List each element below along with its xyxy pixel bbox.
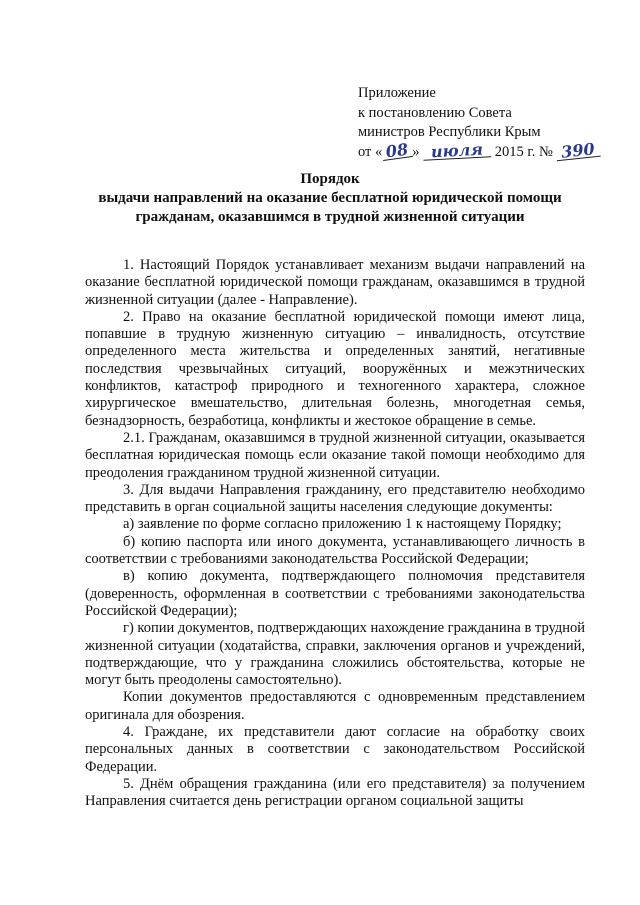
handwritten-month: июля bbox=[423, 141, 492, 161]
appendix-label: Приложение bbox=[358, 85, 436, 101]
handwritten-doc-number: 390 bbox=[556, 140, 601, 161]
list-item-v: в) копию документа, подтверждающего полномочия представителя (доверенность, оформленная в соответствии с требованиями законодательства Российской Федерации); bbox=[85, 568, 585, 619]
document-body bbox=[85, 257, 585, 811]
paragraph-5: 5. Днём обращения гражданина (или его представителя) за получением Направления считается день регистрации органом социальной защиты bbox=[85, 775, 585, 810]
document-title bbox=[70, 170, 590, 227]
paragraph-2: 2. Право на оказание бесплатной юридической помощи имеют лица, попавшие в трудную жизненную ситуацию – инвалидность, отсутствие определенного места жительства и определенных занятий, негативные последствия чрезвычайных ситуаций, вооружённых и межэтнических конфликтов, катастроф природного и техногенного характера, сложное хирургическое вмешательство, длительная болезнь, многодетная семья, безнадзорность, безработица, конфликты и жестокое обращение в семье. bbox=[85, 308, 585, 429]
title-line-2: выдачи направлений на оказание бесплатной юридической помощи bbox=[98, 190, 562, 206]
paragraph-3: 3. Для выдачи Направления гражданину, его представителю необходимо представить в орган социальной защиты населения следующие документы: bbox=[85, 481, 585, 516]
appendix-ref: к постановлению Совета bbox=[358, 104, 512, 121]
title-line-1: Порядок bbox=[300, 171, 360, 187]
appendix-issuer: министров Республики Крым bbox=[358, 124, 541, 140]
handwritten-day: 08 bbox=[381, 140, 413, 160]
list-item-g: г) копии документов, подтверждающих нахождение гражданина в трудной жизненной ситуации (ходатайства, справки, заключения органов и учреждений, подтверждающие, что у гражданина сложились обстоятельства, которые не могут быть преодолены самостоятельно). bbox=[85, 620, 585, 689]
appendix-date-line bbox=[358, 138, 600, 163]
title-line-3: гражданам, оказавшимся в трудной жизненной ситуации bbox=[135, 209, 525, 225]
list-item-b: б) копию паспорта или иного документа, устанавливающего личность в соответствии с требованиями законодательства Российской Федерации; bbox=[85, 533, 585, 568]
date-year: 2015 г. № bbox=[494, 143, 553, 160]
paragraph-1: 1. Настоящий Порядок устанавливает механизм выдачи направлений на оказание бесплатной юридической помощи гражданам, оказавшимся в трудной жизненной ситуации (далее - Направление). bbox=[85, 257, 585, 308]
copies-note: Копии документов предоставляются с одновременным представлением оригинала для обозрения. bbox=[85, 689, 585, 723]
date-prefix: от « bbox=[358, 143, 383, 160]
date-quote-close: » bbox=[412, 143, 420, 160]
paragraph-2-1: 2.1. Гражданам, оказавшимся в трудной жизненной ситуации, оказывается бесплатная юридическая помощь если оказание такой помощи необходимо для преодоления гражданином трудной жизненной ситуации. bbox=[85, 429, 585, 481]
appendix-header bbox=[358, 84, 600, 162]
list-item-a: а) заявление по форме согласно приложению 1 к настоящему Порядку; bbox=[123, 516, 562, 533]
paragraph-4: 4. Граждане, их представители дают согласие на обработку своих персональных данных в соответствии с законодательством Российской Федерации. bbox=[85, 724, 585, 775]
